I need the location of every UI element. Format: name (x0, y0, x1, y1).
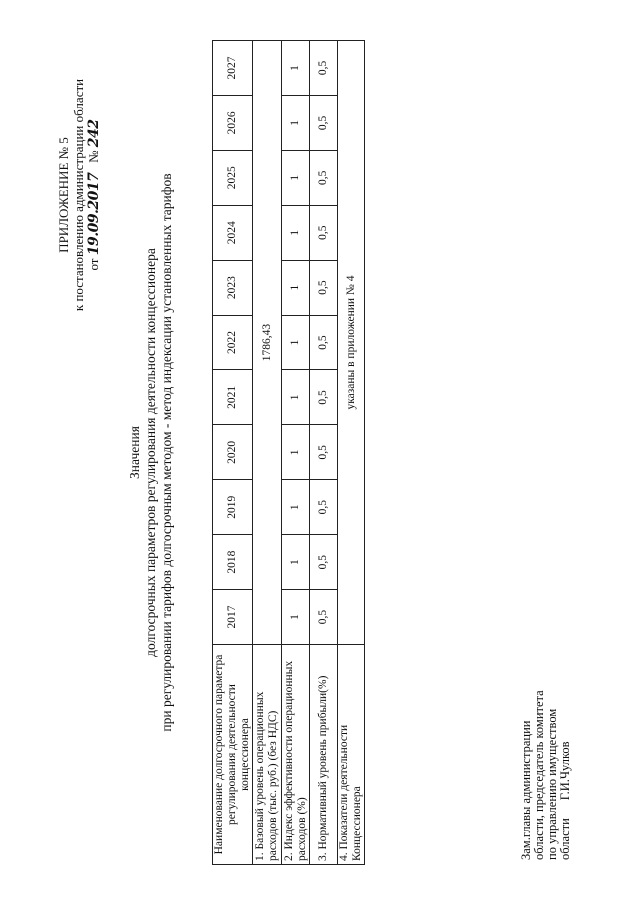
number-label: № (86, 150, 101, 163)
year-header: 2024 (213, 205, 253, 260)
row-label: 3. Нормативный уровень прибыли(%) (310, 645, 338, 865)
value-cell: 1 (282, 480, 310, 535)
signature-block (520, 690, 572, 860)
year-header: 2017 (213, 590, 253, 645)
appendix-number: ПРИЛОЖЕНИЕ № 5 (56, 137, 71, 253)
value-cell: 0,5 (310, 425, 338, 480)
value-cell: 0,5 (310, 480, 338, 535)
year-header: 2018 (213, 535, 253, 590)
value-cell: 0,5 (310, 95, 338, 150)
row-label: 1. Базовый уровень операционных расходов (тыс. руб.) (без НДС) (253, 645, 282, 865)
title-line-1: Значения (127, 426, 142, 479)
signer-position-2: области, председатель комитета (532, 690, 546, 860)
table-row (282, 41, 310, 865)
value-cell: 0,5 (310, 315, 338, 370)
year-header: 2027 (213, 41, 253, 96)
year-header: 2019 (213, 480, 253, 535)
value-cell: 1 (282, 535, 310, 590)
value-cell: 0,5 (310, 535, 338, 590)
handwritten-number: 242 (86, 119, 102, 148)
decree-reference: к постановлению администрации области (71, 78, 86, 312)
year-header: 2026 (213, 95, 253, 150)
year-header: 2021 (213, 370, 253, 425)
value-cell: 1 (282, 260, 310, 315)
year-header: 2023 (213, 260, 253, 315)
title-line-3: при регулировании тарифов долгосрочным методом - метод индексации установленных тарифов (159, 173, 174, 732)
parameters-table (212, 40, 365, 865)
table-header-row (213, 41, 253, 865)
signer-position-4 (559, 690, 572, 860)
value-cell: 1 (282, 425, 310, 480)
value-cell: 1 (282, 370, 310, 425)
value-cell: 0,5 (310, 260, 338, 315)
value-cell: 0,5 (310, 41, 338, 96)
value-cell: 0,5 (310, 150, 338, 205)
table-row (338, 41, 365, 865)
value-cell: 0,5 (310, 590, 338, 645)
appendix-header (56, 30, 102, 360)
value-cell: 1 (282, 41, 310, 96)
year-header: 2025 (213, 150, 253, 205)
signer-position-1: Зам.главы администрации (519, 720, 533, 860)
signer-position-4-text: области (558, 818, 572, 860)
value-cell: 1 (282, 315, 310, 370)
handwritten-date: 19.09.2017 (86, 172, 102, 256)
title-line-2: долгосрочных параметров регулирования деятельности концессионера (143, 248, 158, 657)
year-header: 2022 (213, 315, 253, 370)
table-row (253, 41, 282, 865)
value-cell: 1 (282, 590, 310, 645)
value-cell: 0,5 (310, 205, 338, 260)
value-cell: 1 (282, 150, 310, 205)
from-label: от (86, 258, 101, 271)
row-label: 4. Показатели деятельности Концессионера (338, 645, 365, 865)
merged-value-cell: указаны в приложении № 4 (338, 41, 365, 645)
signer-name: Г.И.Чулков (558, 741, 572, 801)
value-cell: 1 (282, 95, 310, 150)
value-cell: 0,5 (310, 370, 338, 425)
param-column-header: Наименование долгосрочного параметра регулирования деятельности концессионера (213, 645, 253, 865)
document-title (127, 40, 175, 865)
decree-date-line (86, 30, 102, 360)
table-row (310, 41, 338, 865)
year-header: 2020 (213, 425, 253, 480)
merged-value-cell: 1786,43 (253, 41, 282, 645)
row-label: 2. Индекс эффективности операционных расходов (%) (282, 645, 310, 865)
value-cell: 1 (282, 205, 310, 260)
signer-position-3: по управлению имуществом (545, 708, 559, 860)
